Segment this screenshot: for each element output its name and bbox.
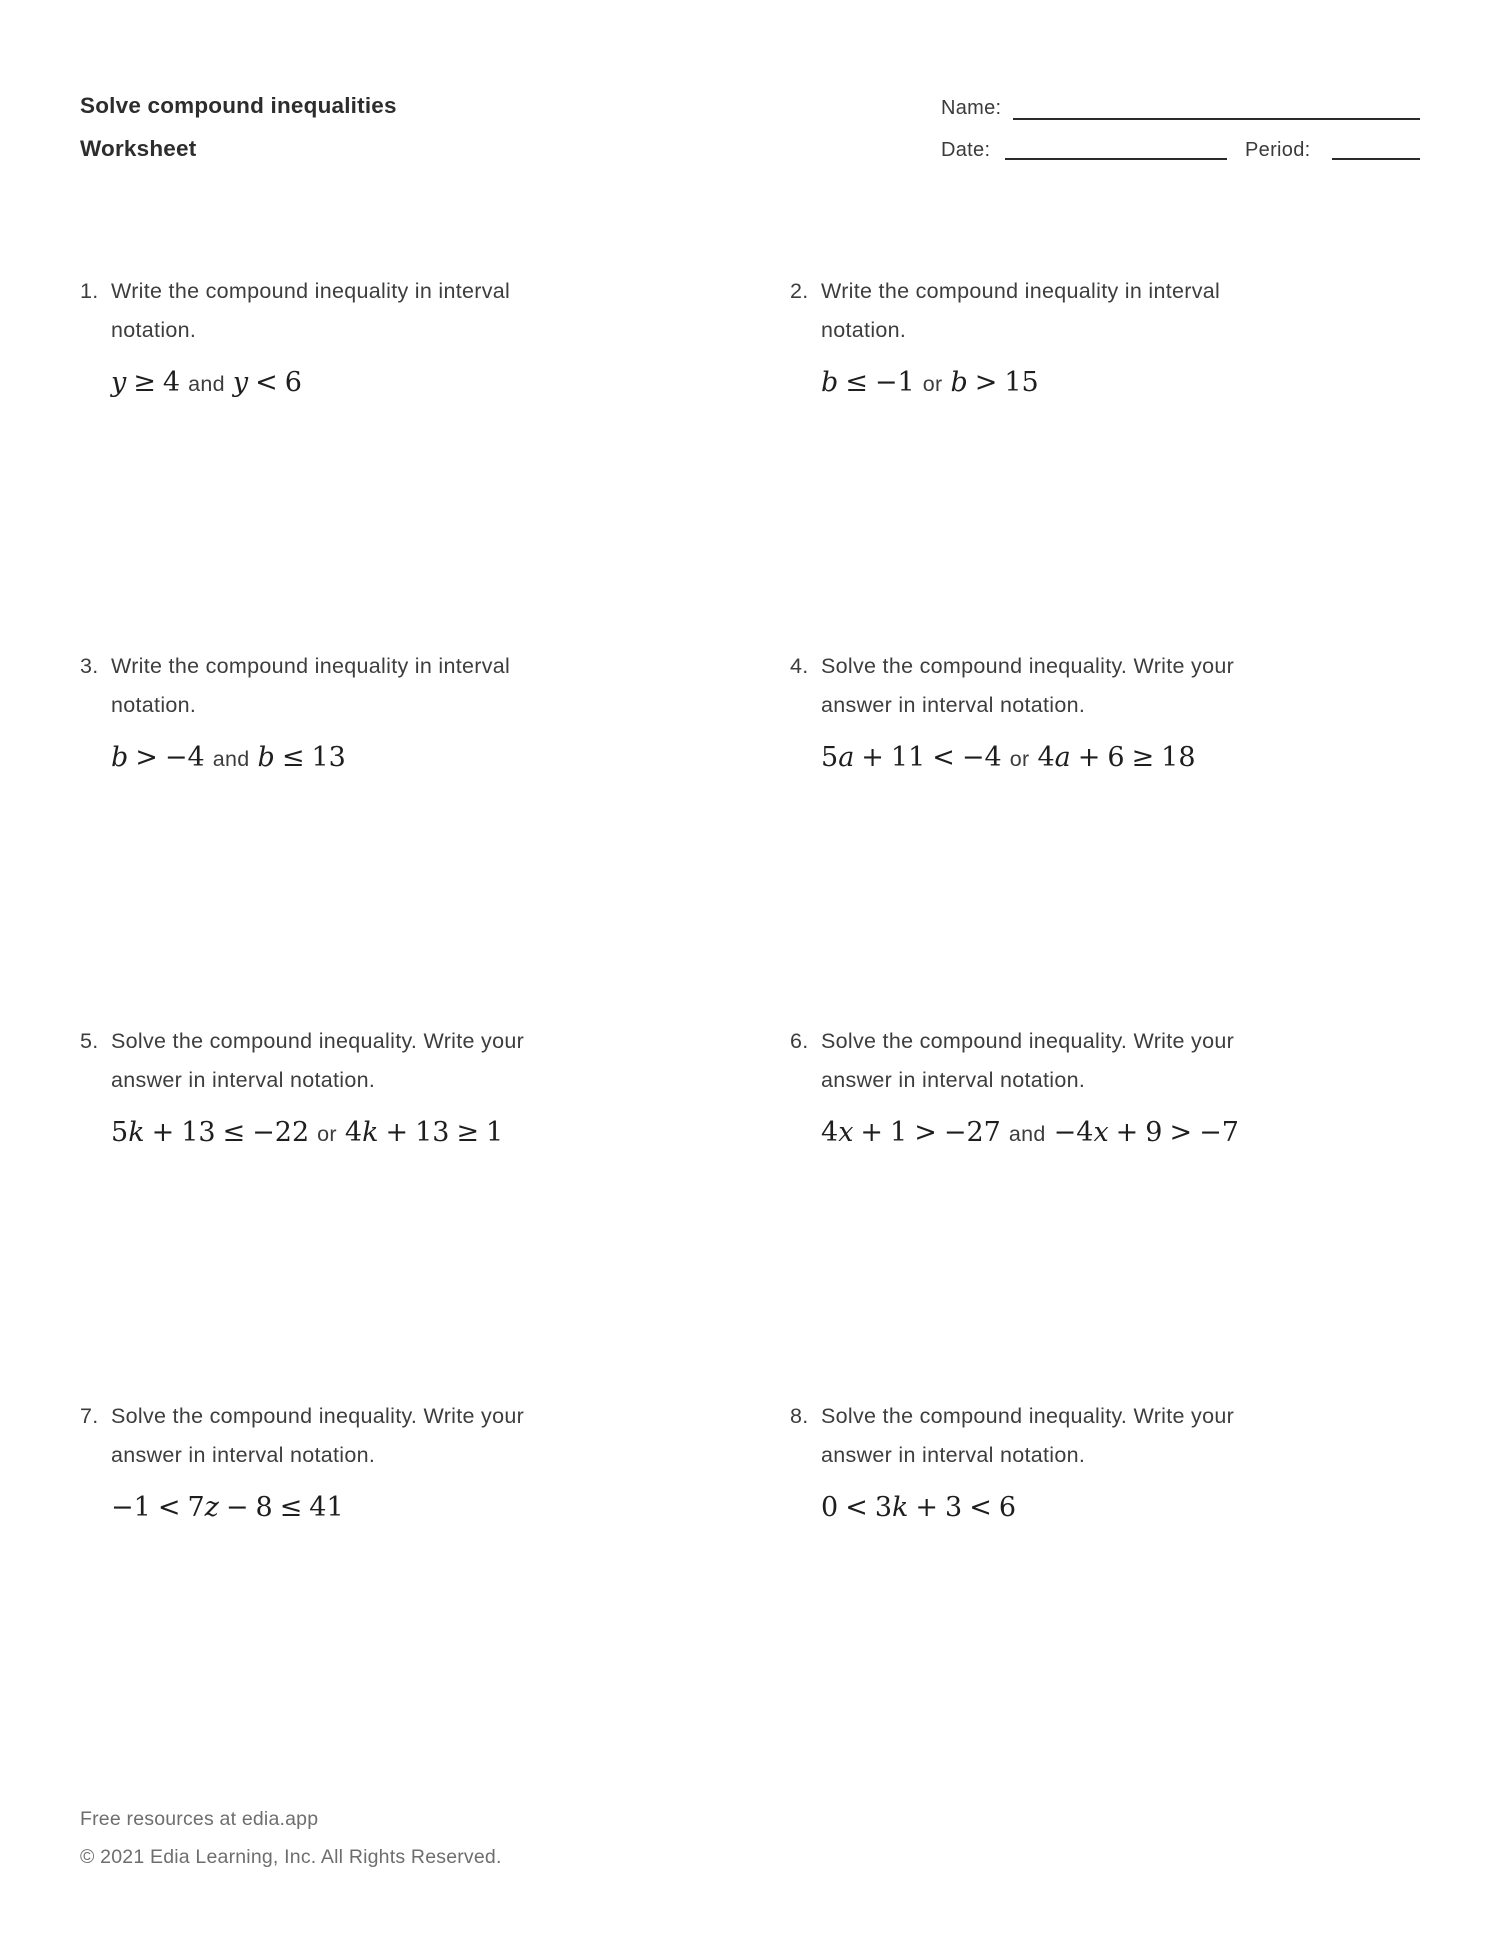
math-number: −1 <box>874 367 915 398</box>
math-operator: > <box>974 367 998 398</box>
prompt-line-1: Write the compound inequality in interval <box>821 279 1221 303</box>
math-expression <box>821 1491 1234 1525</box>
connector-word: and <box>212 747 250 771</box>
problem-number: 8. <box>790 1404 809 1428</box>
prompt-line-2: answer in interval notation. <box>821 693 1086 717</box>
math-operator: < <box>845 1492 868 1523</box>
prompt-line-1: Solve the compound inequality. Write your <box>821 1404 1235 1428</box>
math-operator: + <box>860 1117 884 1148</box>
problem-number: 7. <box>80 1404 99 1428</box>
math-variable: a <box>1054 742 1071 773</box>
math-number: 6 <box>998 1492 1016 1523</box>
math-number: 7 <box>187 1492 205 1523</box>
math-expression <box>111 1116 524 1151</box>
problems-grid <box>80 272 1420 1772</box>
page-footer <box>80 1800 502 1876</box>
math-operator: − <box>225 1492 249 1523</box>
math-operator: + <box>385 1117 409 1148</box>
math-operator: < <box>932 742 955 773</box>
connector-word: or <box>317 1122 337 1146</box>
math-operator: < <box>969 1492 992 1523</box>
problem-item <box>80 647 790 1022</box>
math-operator: + <box>1077 742 1101 773</box>
math-number: 8 <box>255 1492 273 1523</box>
period-label: Period: <box>1245 139 1311 161</box>
math-variable: y <box>111 367 127 398</box>
name-blank-line <box>1013 98 1420 120</box>
math-number: 41 <box>309 1492 344 1523</box>
prompt-line-1: Solve the compound inequality. Write your <box>111 1404 525 1428</box>
problem-body <box>111 1022 524 1151</box>
problem-number: 1. <box>80 279 99 303</box>
math-operator: > <box>135 742 158 773</box>
math-number: 4 <box>1037 742 1055 773</box>
worksheet-title <box>80 84 397 170</box>
math-number: 13 <box>415 1117 450 1148</box>
problem-number: 4. <box>790 654 809 678</box>
connector-word: and <box>1008 1122 1046 1146</box>
problem-body <box>821 272 1220 401</box>
math-number: −27 <box>943 1117 1001 1148</box>
math-variable: y <box>232 367 249 398</box>
math-number: 1 <box>486 1117 504 1148</box>
problem-item <box>80 1397 790 1772</box>
date-blank-line <box>1005 138 1227 160</box>
prompt-line-2: notation. <box>111 693 197 717</box>
math-variable: z <box>204 1492 219 1523</box>
problem-body <box>111 272 510 401</box>
math-number: 9 <box>1145 1117 1163 1148</box>
math-expression <box>821 1116 1239 1151</box>
math-expression <box>821 741 1234 776</box>
connector-word: or <box>922 372 943 396</box>
math-operator: ≤ <box>845 367 868 398</box>
math-variable: k <box>362 1117 379 1148</box>
problem-item <box>80 272 790 647</box>
problem-body <box>111 1397 524 1525</box>
math-number: 13 <box>181 1117 216 1148</box>
prompt-line-1: Solve the compound inequality. Write your <box>821 1029 1235 1053</box>
prompt-line-2: notation. <box>111 318 197 342</box>
math-operator: > <box>1169 1117 1193 1148</box>
name-label: Name: <box>941 97 1002 119</box>
math-number: 6 <box>1107 742 1125 773</box>
math-number: 18 <box>1161 742 1196 773</box>
math-number: 6 <box>284 367 302 398</box>
problem-number: 5. <box>80 1029 99 1053</box>
math-operator: ≥ <box>1131 742 1155 773</box>
math-operator: + <box>861 742 884 773</box>
math-operator: ≤ <box>281 742 305 773</box>
math-number: −4 <box>961 742 1002 773</box>
math-operator: + <box>915 1492 938 1523</box>
math-operator: ≥ <box>456 1117 480 1148</box>
math-variable: k <box>892 1492 909 1523</box>
problem-item <box>790 272 1420 647</box>
math-number: −4 <box>1053 1117 1094 1148</box>
math-variable: b <box>257 742 275 773</box>
prompt-line-2: answer in interval notation. <box>821 1443 1086 1467</box>
math-number: 5 <box>111 1117 129 1148</box>
math-operator: + <box>1115 1117 1139 1148</box>
problem-item <box>790 1022 1420 1397</box>
math-number: 13 <box>311 742 346 773</box>
math-operator: < <box>255 367 278 398</box>
math-number: 4 <box>821 1117 839 1148</box>
math-number: −22 <box>252 1117 310 1148</box>
math-number: 5 <box>821 742 839 773</box>
math-operator: < <box>157 1492 181 1523</box>
math-variable: k <box>128 1117 145 1148</box>
prompt-line-2: answer in interval notation. <box>111 1068 376 1092</box>
math-variable: b <box>111 742 129 773</box>
prompt-line-2: answer in interval notation. <box>111 1443 376 1467</box>
problem-body <box>821 1022 1239 1151</box>
math-variable: x <box>1093 1117 1109 1148</box>
math-number: 15 <box>1004 367 1039 398</box>
math-number: 3 <box>945 1492 963 1523</box>
connector-word: and <box>188 372 225 396</box>
problem-number: 2. <box>790 279 809 303</box>
math-number: 4 <box>344 1117 363 1148</box>
math-number: −4 <box>164 742 205 773</box>
problem-item <box>790 647 1420 1022</box>
problem-item <box>80 1022 790 1397</box>
problem-body <box>821 1397 1234 1525</box>
problem-item <box>790 1397 1420 1772</box>
math-number: 1 <box>890 1117 908 1148</box>
math-expression <box>111 366 510 401</box>
problem-body <box>111 647 510 776</box>
math-operator: + <box>151 1117 175 1148</box>
date-label: Date: <box>941 139 991 161</box>
math-operator: ≥ <box>133 367 156 398</box>
math-number: −7 <box>1199 1117 1239 1148</box>
math-operator: ≤ <box>279 1492 303 1523</box>
prompt-line-1: Solve the compound inequality. Write your <box>821 654 1235 678</box>
footer-copyright-text: © 2021 Edia Learning, Inc. All Rights Reserved. <box>80 1846 502 1868</box>
math-number: 3 <box>874 1492 892 1523</box>
problem-body <box>821 647 1234 776</box>
period-blank-line <box>1332 138 1420 160</box>
prompt-line-1: Write the compound inequality in interval <box>111 654 511 678</box>
math-expression <box>111 741 510 776</box>
math-number: 11 <box>890 742 926 773</box>
prompt-line-2: notation. <box>821 318 907 342</box>
math-variable: a <box>838 742 855 773</box>
footer-resources-text: Free resources at edia.app <box>80 1808 319 1830</box>
prompt-line-2: answer in interval notation. <box>821 1068 1086 1092</box>
title-line-1: Solve compound inequalities <box>80 93 397 118</box>
math-expression <box>821 366 1220 401</box>
title-line-2: Worksheet <box>80 136 197 161</box>
math-operator: > <box>914 1117 937 1148</box>
connector-word: or <box>1009 747 1030 771</box>
math-number: 0 <box>821 1492 839 1523</box>
math-operator: ≤ <box>222 1117 246 1148</box>
problem-number: 6. <box>790 1029 809 1053</box>
math-number: 4 <box>162 367 181 398</box>
problem-number: 3. <box>80 654 99 678</box>
math-number: −1 <box>111 1492 151 1523</box>
math-variable: b <box>950 367 968 398</box>
math-variable: b <box>821 367 839 398</box>
math-variable: x <box>838 1117 854 1148</box>
prompt-line-1: Solve the compound inequality. Write your <box>111 1029 525 1053</box>
math-expression <box>111 1491 524 1525</box>
prompt-line-1: Write the compound inequality in interval <box>111 279 511 303</box>
